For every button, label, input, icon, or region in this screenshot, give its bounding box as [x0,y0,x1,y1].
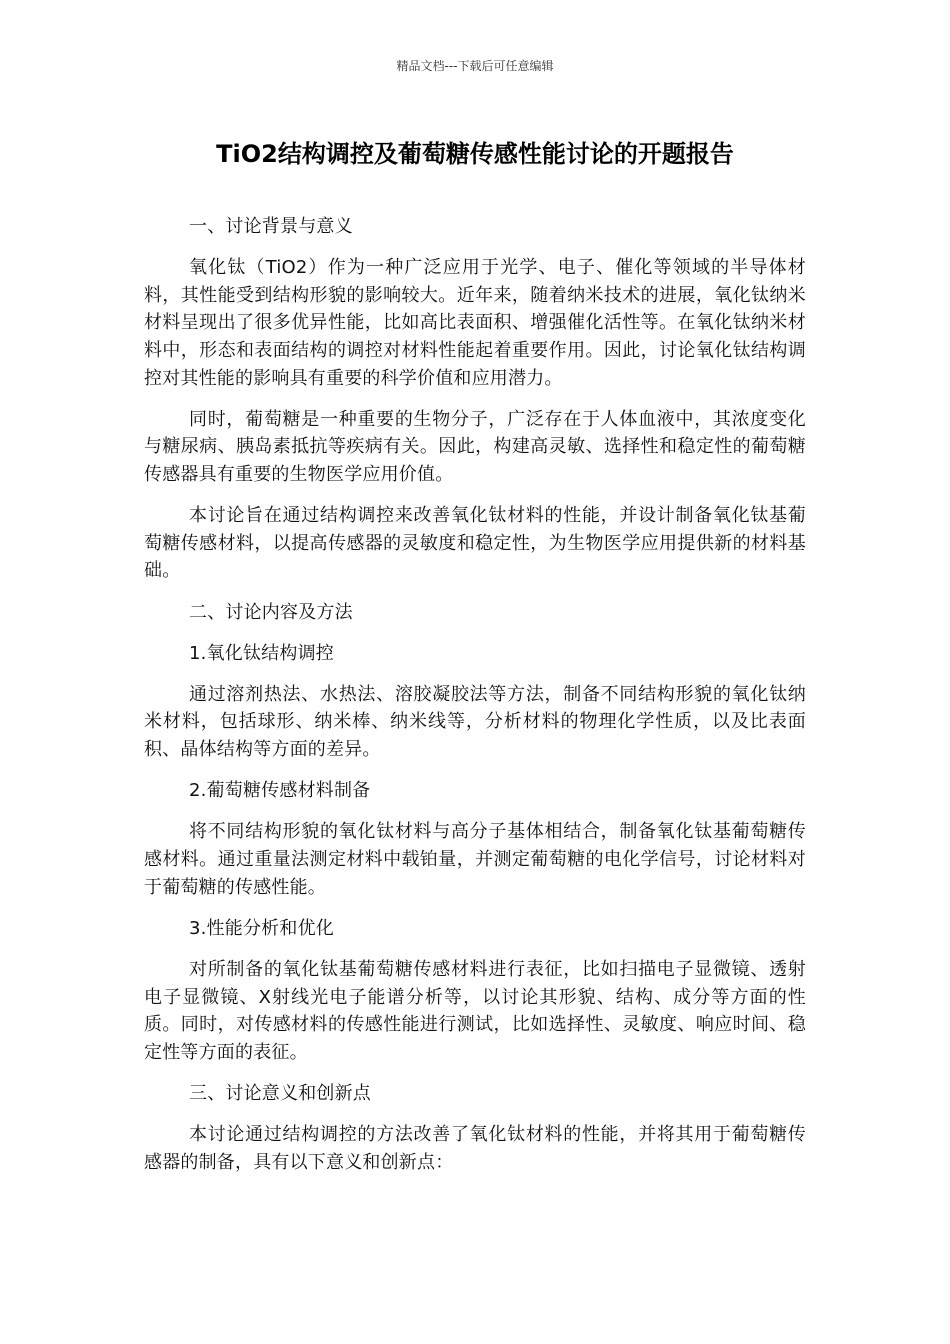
paragraph-tio2-intro: 氧化钛（TiO2）作为一种广泛应用于光学、电子、催化等领域的半导体材料，其性能受到结构形貌的影响较大。近年来，随着纳米技术的进展，氧化钛纳米材料呈现出了很多优异性能，比如高比表面积、增强催化活性等。在氧化钛纳米材料中，形态和表面结构的调控对材料性能起着重要作用。因此，讨论氧化钛结构调控对其性能的影响具有重要的科学价值和应用潜力。 [144,257,806,389]
paragraph-performance-analysis: 对所制备的氧化钛基葡萄糖传感材料进行表征，比如扫描电子显微镜、透射电子显微镜、X射线光电子能谱分析等，以讨论其形貌、结构、成分等方面的性质。同时，对传感材料的传感性能进行测试，比如选择性、灵敏度、响应时间、稳定性等方面的表征。 [144,959,806,1063]
section-heading-significance: 三、讨论意义和创新点 [189,1082,371,1104]
section-heading-methods: 二、讨论内容及方法 [189,601,353,623]
paragraph-aim: 本讨论旨在通过结构调控来改善氧化钛材料的性能，并设计制备氧化钛基葡萄糖传感材料，以提高传感器的灵敏度和稳定性，为生物医学应用提供新的材料基础。 [144,505,806,582]
subheading-structure-control: 1.氧化钛结构调控 [189,642,334,664]
paragraph-structure-control: 通过溶剂热法、水热法、溶胶凝胶法等方法，制备不同结构形貌的氧化钛纳米材料，包括球形、纳米棒、纳米线等，分析材料的物理化学性质，以及比表面积、晶体结构等方面的差异。 [144,683,806,761]
document-body [144,213,806,1190]
section-heading-background: 一、讨论背景与意义 [189,216,353,237]
header-note: 精品文档---下载后可任意编辑 [396,59,554,73]
subheading-performance-analysis: 3.性能分析和优化 [189,917,334,939]
paragraph-glucose: 同时，葡萄糖是一种重要的生物分子，广泛存在于人体血液中，其浓度变化与糖尿病、胰岛素抵抗等疾病有关。因此，构建高灵敏、选择性和稳定性的葡萄糖传感器具有重要的生物医学应用价值。 [144,408,806,485]
document-title: TiO2结构调控及葡萄糖传感性能讨论的开题报告 [216,140,734,168]
paragraph-significance: 本讨论通过结构调控的方法改善了氧化钛材料的性能，并将其用于葡萄糖传感器的制备，具有以下意义和创新点： [144,1124,806,1173]
subheading-sensor-preparation: 2.葡萄糖传感材料制备 [189,780,371,802]
paragraph-sensor-preparation: 将不同结构形貌的氧化钛材料与高分子基体相结合，制备氧化钛基葡萄糖传感材料。通过重量法测定材料中载铂量，并测定葡萄糖的电化学信号，讨论材料对于葡萄糖的传感性能。 [144,821,806,898]
